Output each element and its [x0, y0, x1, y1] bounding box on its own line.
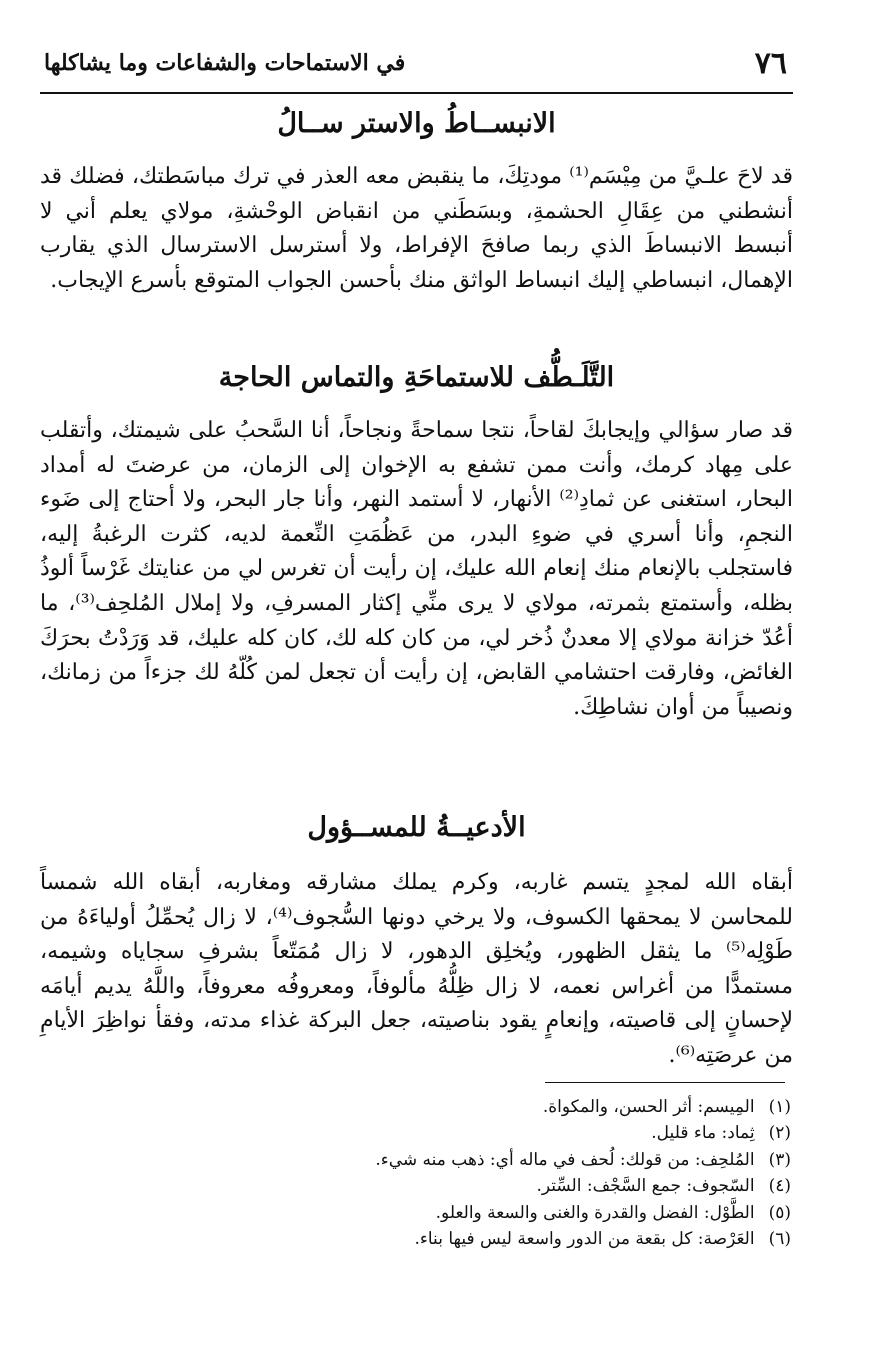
page-number: ٧٦: [754, 46, 787, 81]
footnote: [40, 1094, 791, 1120]
footnote-number: (٢): [768, 1123, 791, 1144]
footnote: [40, 1173, 791, 1199]
running-header: [40, 46, 793, 94]
footnote: [40, 1147, 791, 1173]
footnote-number: (٥): [768, 1202, 791, 1223]
footnote-text: الطَّوْل: الفضل والقدرة والغنى والسعة والعلو.: [435, 1202, 755, 1223]
footnote: [40, 1226, 791, 1252]
footnote-text: المُلحِف: من قولك: لُحف في ماله أي: ذهب منه شيء.: [375, 1149, 755, 1170]
section-heading-2: التَّلَـطُّف للاستماحَةِ والتماس الحاجة: [218, 362, 615, 393]
footnote: [40, 1200, 791, 1226]
section-heading-3: الأدعيــةُ للمســؤول: [307, 812, 526, 843]
section-body-2: قد صار سؤالي وإيجابكَ لقاحاً، نتجا سماحةً ونجاحاً، أنا السَّحبُ على شيمتك، وأتقلب على مِهاد كرمك، وأنت ممن تشفع به الإخوان إلى الزمان، من عرضتَ له أمداد البحار، استغنى عن ثمادِ⁽²⁾ الأنهار، لا أستمد النهر، وأنا جار البحر، ولا أحتاج إلى ضَوء النجمِ، وأنا أسري في ضوءِ البدر، من عَظُمَتِ النِّعمة لديه، كثرت الرغبةُ إليه، فاستجلب بالإنعام منك إنعام الله عليك، إن رأيت أن تغرس لي من عنايتك غَرْساً ألوذُ بظله، وأستمتع بثمرته، مولاي لا يرى منِّي إكثار المسرفِ، ولا إملال المُلحِف⁽³⁾، ما أعُدّ خزانة مولاي إلا معدنٌ ذُخر لي، من كان كله لك، كان كله عليك، قد وَرَدْتُ بحرَكَ الغائض، وفارقت احتشامي القابض، إن رأيت أن تجعل لمن كُلّهُ لك جزءاً من زمانك، ونصيباً من أوان نشاطِكَ.: [40, 418, 794, 720]
section-heading-1: الانبســاطُ والاستر ســالُ: [277, 108, 556, 139]
footnote-number: (٦): [768, 1229, 791, 1250]
footnote-text: السّجوف: جمع السَّجْف: السِّتر.: [536, 1176, 755, 1197]
footnote-text: العَرْصة: كل بقعة من الدور واسعة ليس فيها بناء.: [414, 1229, 755, 1250]
footnotes: [40, 1094, 791, 1252]
section-body-3: أبقاه الله لمجدٍ يتسم غاربه، وكرم يملك مشارقه ومغاربه، أبقاه الله شمساً للمحاسن لا يمحقها الكسوف، ولا يرخي دونها السُّجوف⁽⁴⁾، لا زال يُحمِّلُ أولياءَهُ من طَوْلِه⁽⁵⁾ ما يثقل الظهور، ويُخلِق الدهور، لا زال مُمَتّعاً بشرفِ سجاياه وشيمه، مستمدًّا من أغراس نعمه، لا زال ظِلُّهُ مألوفاً، ومعروفُه معروفاً، واللَّهُ يديم أيامَه لإحسانٍ إلى قاصيته، وإنعامٍ يقود بناصيته، جعل البركة غذاء مدته، وفقأ نواظِرَ الأيامِ من عرصَتِه⁽⁶⁾.: [40, 870, 794, 1068]
footnote-number: (٤): [768, 1176, 791, 1197]
footnote-text: ثِماد: ماء قليل.: [651, 1123, 755, 1144]
section-body-1: قد لاحَ علـيَّ من مِيْسَم⁽¹⁾ مودتِكَ، ما ينقبض معه العذر في ترك مباسَطتك، فضلك قد أنشطني من عِقَالِ الحشمةِ، وبسَطَني من انقباض الوحْشةِ، مولاي يعلم أني لا أنبسط الانبساطَ الذي ربما صافحَ الإفراط، ولا أسترسل الاسترسال الذي يقارب الإهمال، انبساطي إليك انبساط الواثق منك بأحسن الجواب المتوقع بأسرع الإيجاب.: [40, 164, 793, 293]
footnote-number: (٣): [768, 1149, 791, 1170]
running-title: في الاستماحات والشفاعات وما يشاكلها: [44, 50, 406, 76]
footnote-text: المِيسم: أثر الحسن، والمكواة.: [542, 1097, 755, 1117]
footnote-number: (١): [768, 1097, 791, 1117]
footnote-separator: [545, 1082, 785, 1083]
footnote: [40, 1120, 791, 1146]
